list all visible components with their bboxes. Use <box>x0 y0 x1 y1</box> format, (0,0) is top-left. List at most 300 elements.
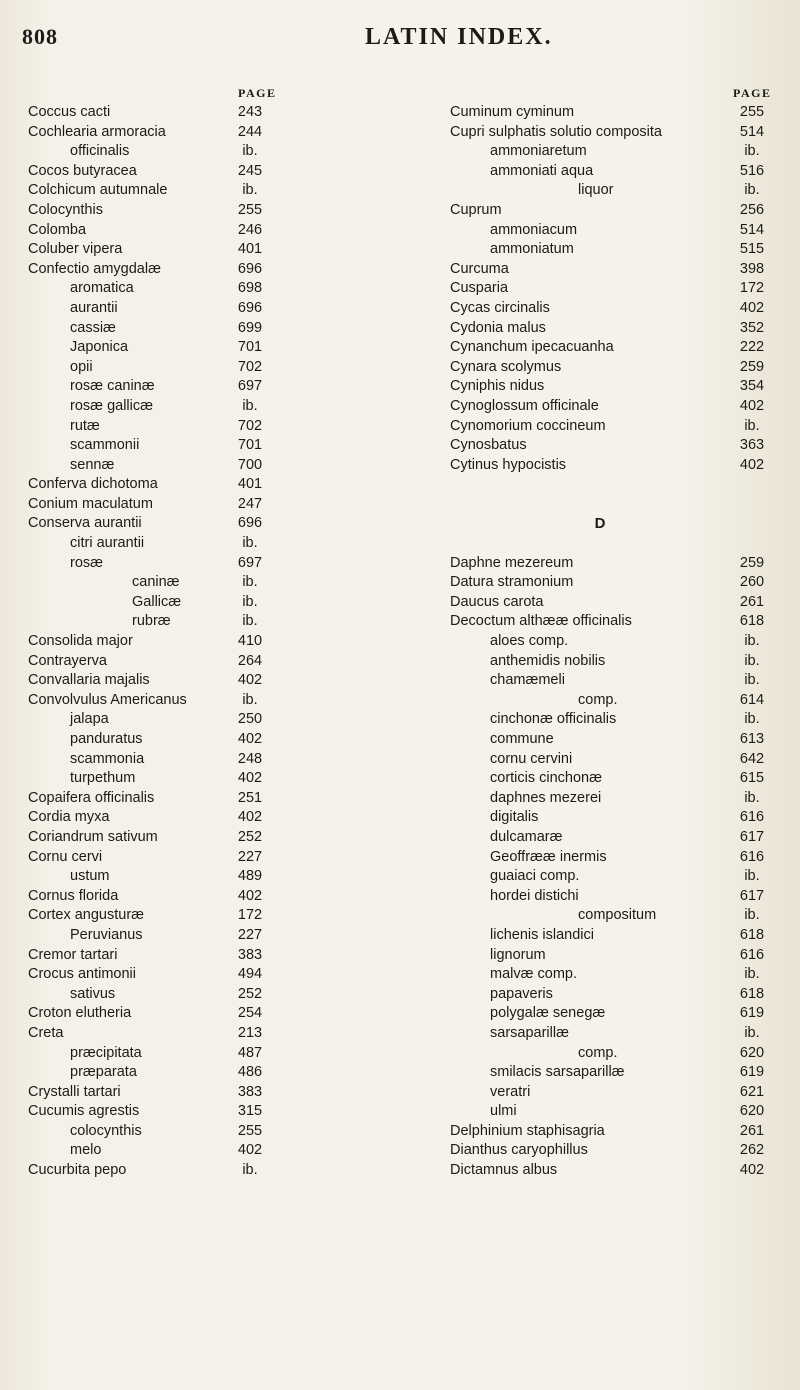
index-entry <box>0 1044 400 1064</box>
entry-term: Cynara scolymus <box>450 358 562 375</box>
entry-page-ref: 614 <box>739 691 765 708</box>
entry-page-ref: 615 <box>739 770 765 787</box>
index-entry <box>0 417 400 437</box>
entry-term: sativus <box>70 985 116 1002</box>
index-entry <box>0 867 400 887</box>
entry-page-ref: 246 <box>237 221 263 238</box>
entry-term: panduratus <box>70 731 143 747</box>
index-entry <box>0 299 400 319</box>
index-entry <box>400 671 800 691</box>
index-entry <box>400 377 800 397</box>
entry-term: Japonica <box>70 339 129 356</box>
index-entry <box>0 240 400 260</box>
entry-page-ref: 247 <box>237 495 263 512</box>
index-entry <box>400 358 800 378</box>
index-entry <box>400 1044 800 1064</box>
entry-term: scammonii <box>70 437 140 454</box>
entry-term: smilacis sarsaparillæ <box>490 1064 625 1081</box>
entry-page-ref: ib. <box>744 868 760 885</box>
entry-page-ref: 248 <box>237 750 263 767</box>
entry-page-ref: ib. <box>744 711 760 728</box>
entry-term: Cynomorium coccineum <box>450 417 606 434</box>
entry-page-ref: 398 <box>739 260 765 277</box>
entry-page-ref: 383 <box>237 946 263 963</box>
entry-term: Peruvianus <box>70 926 143 943</box>
entry-term: Cornu cervi <box>28 848 103 865</box>
entry-term: commune <box>490 731 554 747</box>
index-entry <box>0 456 400 476</box>
index-entry <box>400 769 800 789</box>
entry-page-ref: 259 <box>739 358 765 375</box>
entry-term: Conserva aurantii <box>28 515 142 532</box>
entry-term: ustum <box>70 868 110 885</box>
page-number: 808 <box>22 24 58 49</box>
entry-term: Cucurbita pepo <box>28 1162 127 1179</box>
entry-term: aromatica <box>70 280 134 297</box>
index-entry <box>0 632 400 652</box>
index-entry <box>0 985 400 1005</box>
index-entry <box>0 123 400 143</box>
entry-term: Daphne mezereum <box>450 554 574 571</box>
left-index-column <box>0 103 400 1181</box>
index-entry <box>400 906 800 926</box>
entry-page-ref: 213 <box>237 1024 263 1041</box>
entry-page-ref: ib. <box>744 966 760 983</box>
index-entry <box>400 534 800 554</box>
entry-page-ref: ib. <box>744 417 760 434</box>
entry-page-ref: 245 <box>237 162 263 179</box>
entry-page-ref: 620 <box>739 1103 765 1120</box>
index-entry <box>0 848 400 868</box>
entry-page-ref: 256 <box>739 201 765 218</box>
entry-page-ref: ib. <box>744 143 760 160</box>
entry-page-ref: 696 <box>237 515 263 532</box>
entry-page-ref: 699 <box>237 319 263 336</box>
entry-page-ref: 702 <box>237 358 263 375</box>
entry-term: Cycas circinalis <box>450 299 550 316</box>
entry-term: Crystalli tartari <box>28 1083 121 1100</box>
index-entry <box>400 142 800 162</box>
entry-page-ref: 702 <box>237 417 263 434</box>
index-entry <box>400 397 800 417</box>
entry-term: ammoniaretum <box>490 143 587 160</box>
entry-page-ref: ib. <box>242 182 258 199</box>
entry-page-ref: 613 <box>739 731 765 747</box>
entry-page-ref: 618 <box>739 613 765 630</box>
entry-page-ref: 172 <box>739 280 765 297</box>
entry-term: rosæ <box>70 554 104 571</box>
entry-page-ref: 697 <box>237 378 263 395</box>
entry-page-ref: 486 <box>237 1064 263 1081</box>
index-entry <box>400 710 800 730</box>
entry-term: digitalis <box>490 809 539 826</box>
running-title: LATIN INDEX. <box>365 24 553 50</box>
entry-term: Cocos butyracea <box>28 162 137 179</box>
entry-page-ref: 402 <box>739 456 765 473</box>
entry-page-ref: 514 <box>739 221 765 238</box>
entry-term: melo <box>70 1142 102 1159</box>
entry-page-ref: 254 <box>237 1005 263 1022</box>
entry-page-ref: 701 <box>237 339 263 356</box>
entry-term: Cuminum cyminum <box>450 104 575 120</box>
entry-term: Cornus florida <box>28 887 119 904</box>
entry-page-ref: 315 <box>237 1103 263 1120</box>
entry-page-ref: 696 <box>237 299 263 316</box>
entry-term: Cynoglossum officinale <box>450 397 599 414</box>
index-entry <box>400 652 800 672</box>
index-entry <box>0 769 400 789</box>
index-entry <box>400 475 800 495</box>
index-entry <box>0 750 400 770</box>
entry-page-ref: 261 <box>739 1122 765 1139</box>
entry-page-ref: ib. <box>242 593 258 610</box>
entry-term: officinalis <box>70 143 130 160</box>
index-entry <box>400 279 800 299</box>
index-entry <box>0 1141 400 1161</box>
entry-page-ref: 402 <box>237 731 263 747</box>
index-entry <box>400 338 800 358</box>
entry-term: malvæ comp. <box>490 966 578 983</box>
entry-page-ref: 352 <box>739 319 765 336</box>
entry-page-ref: 252 <box>237 828 263 845</box>
entry-term: caninæ <box>132 574 180 591</box>
entry-page-ref: 515 <box>739 241 765 258</box>
entry-term: rosæ gallicæ <box>70 397 153 414</box>
entry-term: comp. <box>578 1044 618 1061</box>
index-entry <box>400 1102 800 1122</box>
entry-page-ref: 616 <box>739 848 765 865</box>
index-entry <box>400 181 800 201</box>
entry-term: lignorum <box>490 946 546 963</box>
index-entry <box>0 573 400 593</box>
index-entry <box>0 1083 400 1103</box>
index-entry <box>400 1161 800 1181</box>
entry-term: anthemidis nobilis <box>490 652 606 669</box>
entry-term: Cucumis agrestis <box>28 1103 140 1120</box>
right-index-column <box>400 103 800 1181</box>
entry-page-ref: 617 <box>739 828 765 845</box>
index-entry <box>0 612 400 632</box>
index-entry <box>400 201 800 221</box>
entry-term: corticis cinchonæ <box>490 770 603 787</box>
entry-page-ref: 514 <box>739 123 765 140</box>
index-entry <box>400 260 800 280</box>
entry-term: sarsaparillæ <box>490 1024 569 1041</box>
index-entry <box>0 319 400 339</box>
entry-term: turpethum <box>70 770 136 787</box>
entry-term: Conium maculatum <box>28 495 153 512</box>
entry-term: præparata <box>70 1064 137 1081</box>
entry-term: veratri <box>490 1083 531 1100</box>
entry-page-ref: 620 <box>739 1044 765 1061</box>
index-entry <box>0 475 400 495</box>
entry-page-ref: 402 <box>739 1162 765 1179</box>
entry-term: Dianthus caryophillus <box>450 1142 588 1159</box>
entry-page-ref: 244 <box>237 123 263 140</box>
index-entry <box>400 593 800 613</box>
index-entry <box>0 279 400 299</box>
entry-page-ref: 619 <box>739 1064 765 1081</box>
entry-term: ammoniacum <box>490 221 578 238</box>
entry-term: sennæ <box>70 456 115 473</box>
entry-page-ref: 494 <box>237 966 263 983</box>
entry-term: cornu cervini <box>490 750 573 767</box>
index-entry <box>0 808 400 828</box>
entry-page-ref: ib. <box>242 613 258 630</box>
entry-term: cinchonæ officinalis <box>490 711 617 728</box>
entry-page-ref: ib. <box>242 143 258 160</box>
index-entry <box>0 1004 400 1024</box>
index-entry <box>400 789 800 809</box>
index-entry <box>400 848 800 868</box>
entry-page-ref: 383 <box>237 1083 263 1100</box>
index-entry <box>400 867 800 887</box>
index-entry <box>400 1122 800 1142</box>
entry-term: citri aurantii <box>70 535 145 552</box>
entry-page-ref: 402 <box>739 299 765 316</box>
entry-term: opii <box>70 358 93 375</box>
entry-page-ref: 255 <box>237 1122 263 1139</box>
index-entry <box>400 828 800 848</box>
index-entry <box>0 593 400 613</box>
entry-page-ref: ib. <box>744 652 760 669</box>
entry-page-ref: 489 <box>237 868 263 885</box>
index-entry <box>400 730 800 750</box>
entry-term: Coriandrum sativum <box>28 828 158 845</box>
entry-page-ref: 252 <box>237 985 263 1002</box>
entry-page-ref: ib. <box>242 535 258 552</box>
entry-term: Cynosbatus <box>450 437 527 454</box>
index-entry <box>400 554 800 574</box>
entry-term: compositum <box>578 907 657 924</box>
index-entry <box>400 319 800 339</box>
entry-page-ref: 259 <box>739 554 765 571</box>
entry-page-ref: 402 <box>237 809 263 826</box>
entry-page-ref: 250 <box>237 711 263 728</box>
index-entry <box>0 436 400 456</box>
entry-term: Dictamnus albus <box>450 1162 558 1179</box>
index-entry <box>400 495 800 515</box>
index-entry <box>0 1024 400 1044</box>
entry-page-ref: 402 <box>237 672 263 689</box>
entry-page-ref: 402 <box>237 1142 263 1159</box>
index-entry <box>400 436 800 456</box>
index-entry <box>400 1083 800 1103</box>
entry-term: Cortex angusturæ <box>28 907 145 924</box>
index-entry <box>0 358 400 378</box>
index-entry <box>0 965 400 985</box>
entry-term: ammoniati aqua <box>490 162 594 179</box>
entry-page-ref: 698 <box>237 280 263 297</box>
entry-term: scammonia <box>70 750 145 767</box>
section-letter: D <box>594 515 606 533</box>
index-entry <box>400 926 800 946</box>
index-entry <box>0 946 400 966</box>
index-entry <box>0 162 400 182</box>
entry-term: Croton elutheria <box>28 1005 132 1022</box>
entry-term: daphnes mezerei <box>490 789 602 806</box>
entry-page-ref: ib. <box>744 789 760 806</box>
entry-page-ref: ib. <box>242 691 258 708</box>
entry-page-ref: 618 <box>739 926 765 943</box>
entry-term: Colchicum autumnale <box>28 182 168 199</box>
entry-page-ref: 402 <box>739 397 765 414</box>
entry-page-ref: 255 <box>237 201 263 218</box>
index-entry <box>400 103 800 123</box>
entry-page-ref: 401 <box>237 241 263 258</box>
index-entry <box>0 906 400 926</box>
index-entry <box>400 985 800 1005</box>
entry-term: Gallicæ <box>132 593 182 610</box>
entry-page-ref: 701 <box>237 437 263 454</box>
entry-page-ref: ib. <box>242 397 258 414</box>
entry-term: Cydonia malus <box>450 319 546 336</box>
entry-page-ref: 697 <box>237 554 263 571</box>
entry-page-ref: ib. <box>744 1024 760 1041</box>
index-entry <box>0 260 400 280</box>
index-entry <box>400 240 800 260</box>
index-entry <box>400 1004 800 1024</box>
index-entry <box>400 456 800 476</box>
entry-term: Conferva dichotoma <box>28 476 158 493</box>
entry-page-ref: 642 <box>739 750 765 767</box>
entry-term: Cochlearia armoracia <box>28 123 166 140</box>
entry-page-ref: 251 <box>237 789 263 806</box>
entry-page-ref: ib. <box>242 574 258 591</box>
entry-term: Cupri sulphatis solutio composita <box>450 123 662 140</box>
entry-term: Copaifera officinalis <box>28 789 155 806</box>
index-entry <box>0 534 400 554</box>
index-entry <box>400 221 800 241</box>
index-entry <box>400 691 800 711</box>
entry-term: Cytinus hypocistis <box>450 456 567 473</box>
entry-term: Coluber vipera <box>28 241 123 258</box>
entry-page-ref: 363 <box>739 437 765 454</box>
entry-term: guaiaci comp. <box>490 868 580 885</box>
entry-page-ref: 243 <box>237 104 263 120</box>
entry-term: jalapa <box>70 711 109 728</box>
entry-term: Convolvulus Americanus <box>28 691 187 708</box>
index-entry <box>400 1141 800 1161</box>
entry-term: ammoniatum <box>490 241 574 258</box>
index-entry <box>0 397 400 417</box>
index-entry <box>0 1102 400 1122</box>
index-entry <box>400 417 800 437</box>
index-entry <box>400 299 800 319</box>
entry-term: Geoffrææ inermis <box>490 848 607 865</box>
entry-page-ref: 402 <box>237 770 263 787</box>
entry-term: Crocus antimonii <box>28 966 136 983</box>
entry-term: Cyniphis nidus <box>450 378 545 395</box>
entry-term: Cordia myxa <box>28 809 110 826</box>
entry-term: Cynanchum ipecacuanha <box>450 339 614 356</box>
index-entry <box>0 1161 400 1181</box>
index-entry <box>0 554 400 574</box>
entry-term: aloes comp. <box>490 633 569 650</box>
entry-term: Cusparia <box>450 280 509 297</box>
index-entry <box>0 103 400 123</box>
entry-term: comp. <box>578 691 618 708</box>
left-page-column-label: PAGE <box>238 86 277 100</box>
entry-term: lichenis islandici <box>490 926 594 943</box>
index-entry <box>400 1024 800 1044</box>
index-entry <box>0 671 400 691</box>
index-entry <box>0 221 400 241</box>
entry-term: Confectio amygdalæ <box>28 260 161 277</box>
entry-term: Creta <box>28 1024 64 1041</box>
entry-page-ref: 696 <box>237 260 263 277</box>
entry-page-ref: 616 <box>739 809 765 826</box>
entry-term: Cremor tartari <box>28 946 118 963</box>
entry-page-ref: 222 <box>739 339 765 356</box>
index-entry <box>0 691 400 711</box>
entry-term: liquor <box>578 182 614 199</box>
entry-term: præcipitata <box>70 1044 142 1061</box>
index-entry <box>400 612 800 632</box>
entry-page-ref: 618 <box>739 985 765 1002</box>
index-entry <box>400 808 800 828</box>
entry-page-ref: ib. <box>242 1162 258 1179</box>
entry-term: rubræ <box>132 613 171 630</box>
entry-term: aurantii <box>70 299 118 316</box>
entry-term: dulcamaræ <box>490 828 563 845</box>
index-entry <box>0 730 400 750</box>
entry-page-ref: 487 <box>237 1044 263 1061</box>
entry-page-ref: 700 <box>237 456 263 473</box>
entry-term: Curcuma <box>450 260 509 277</box>
entry-term: cassiæ <box>70 319 116 336</box>
entry-term: colocynthis <box>70 1122 142 1139</box>
entry-page-ref: 261 <box>739 593 765 610</box>
entry-page-ref: 354 <box>739 378 765 395</box>
index-entry <box>400 887 800 907</box>
entry-page-ref: 227 <box>237 848 263 865</box>
entry-term: Contrayerva <box>28 652 107 669</box>
index-entry <box>400 632 800 652</box>
index-entry <box>0 652 400 672</box>
entry-page-ref: 260 <box>739 574 765 591</box>
index-entry <box>400 965 800 985</box>
index-entry <box>0 181 400 201</box>
entry-page-ref: 262 <box>739 1142 765 1159</box>
entry-page-ref: ib. <box>744 672 760 689</box>
entry-page-ref: 410 <box>237 633 263 650</box>
entry-page-ref: 264 <box>237 652 263 669</box>
entry-term: Datura stramonium <box>450 574 574 591</box>
entry-term: Coccus cacti <box>28 104 111 120</box>
index-entry <box>0 338 400 358</box>
index-entry <box>400 162 800 182</box>
entry-term: Convallaria majalis <box>28 672 150 689</box>
index-entry <box>0 1063 400 1083</box>
entry-term: chamæmeli <box>490 672 565 689</box>
entry-term: rosæ caninæ <box>70 378 155 395</box>
right-page-column-label: PAGE <box>733 86 772 100</box>
index-entry <box>0 201 400 221</box>
entry-page-ref: 619 <box>739 1005 765 1022</box>
entry-page-ref: 227 <box>237 926 263 943</box>
entry-term: Delphinium staphisagria <box>450 1122 605 1139</box>
index-entry <box>400 573 800 593</box>
index-entry <box>0 710 400 730</box>
entry-term: papaveris <box>490 985 553 1002</box>
entry-term: Colomba <box>28 221 87 238</box>
index-entry <box>0 377 400 397</box>
entry-page-ref: 516 <box>739 162 765 179</box>
entry-page-ref: 621 <box>739 1083 765 1100</box>
index-entry <box>0 495 400 515</box>
index-entry <box>400 123 800 143</box>
